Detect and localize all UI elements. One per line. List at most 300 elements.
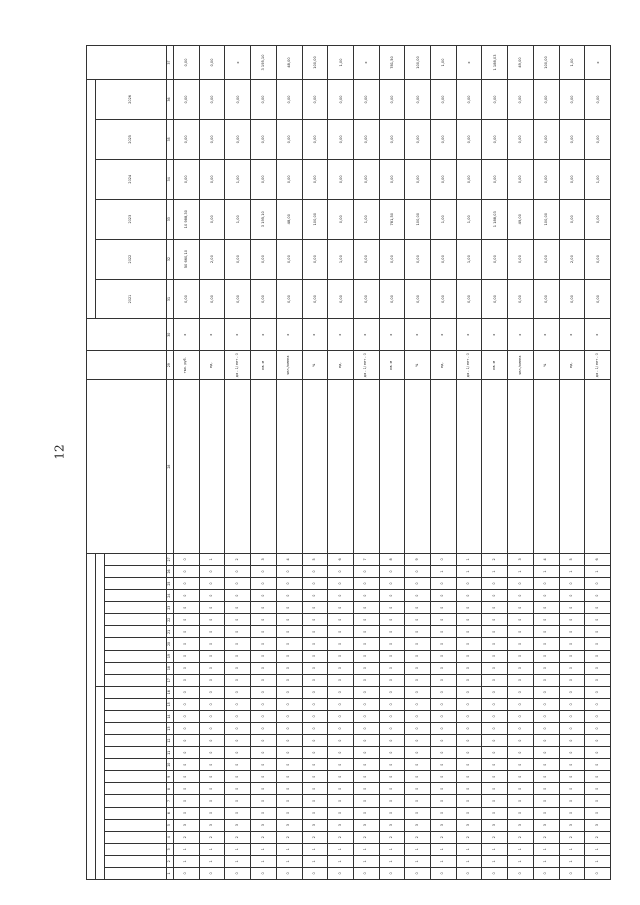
code-digit-cell: 0 (585, 578, 611, 590)
start-value-cell: х (276, 319, 302, 351)
code-digit-cell: 0 (328, 578, 354, 590)
code-digit-cell: 0 (456, 747, 482, 759)
code-digit-cell: 0 (585, 710, 611, 722)
code-digit-cell: 0 (585, 662, 611, 674)
code-digit-cell: 0 (328, 867, 354, 879)
code-digit-cell: 0 (456, 590, 482, 602)
unit-cell: кв. м (251, 351, 277, 380)
code-digit-cell: 0 (328, 795, 354, 807)
code-digit-cell: 0 (251, 735, 277, 747)
code-digit-cell: 0 (379, 722, 405, 734)
year-value-cell: 100,00 (302, 199, 328, 239)
code-digit-cell: 0 (251, 674, 277, 686)
code-column-header (105, 843, 167, 855)
code-digit-cell: 0 (276, 662, 302, 674)
start-value-cell: х (482, 319, 508, 351)
year-value-cell: 0,00 (431, 159, 457, 199)
code-digit-cell: 2 (225, 831, 251, 843)
code-digit-cell: 0 (199, 783, 225, 795)
code-digit-cell: 0 (585, 807, 611, 819)
code-digit-cell: 0 (302, 759, 328, 771)
code-digit-cell: 0 (559, 710, 585, 722)
code-digit-cell: 0 (533, 674, 559, 686)
table-row (533, 46, 559, 880)
code-digit-cell: 0 (302, 650, 328, 662)
unit-cell: ед. (199, 351, 225, 380)
code-digit-cell: 0 (302, 626, 328, 638)
code-digit-cell: 0 (353, 614, 379, 626)
unit-cell: ед. (328, 351, 354, 380)
code-digit-cell: 0 (482, 686, 508, 698)
code-digit-cell: 0 (405, 747, 431, 759)
code-digit-cell: 5 (559, 553, 585, 565)
column-index: 17 (167, 674, 174, 686)
code-digit-cell: 1 (353, 843, 379, 855)
code-digit-cell: 3 (225, 819, 251, 831)
year-value-cell: 100,00 (405, 199, 431, 239)
rotated-table-wrapper (86, 45, 611, 880)
start-value-cell: х (199, 319, 225, 351)
year-value-cell: 0,00 (328, 159, 354, 199)
year-value-cell: 0,00 (585, 79, 611, 119)
page-number: 12 (52, 444, 67, 460)
code-digit-cell: 1 (276, 855, 302, 867)
code-digit-cell: 0 (174, 795, 200, 807)
start-value-cell: х (508, 319, 534, 351)
code-digit-cell: 0 (431, 867, 457, 879)
code-digit-cell: 0 (199, 565, 225, 577)
year-value-cell: 0,00 (508, 239, 534, 279)
row-description-cell (225, 380, 251, 553)
code-digit-cell: 0 (456, 578, 482, 590)
final-value-cell: х (353, 46, 379, 80)
code-digit-cell: 0 (456, 722, 482, 734)
code-digit-cell: 1 (456, 553, 482, 565)
year-value-cell: 0,00 (379, 159, 405, 199)
code-digit-cell: 0 (174, 771, 200, 783)
code-digit-cell: 0 (533, 735, 559, 747)
code-digit-cell: 1 (328, 843, 354, 855)
code-digit-cell: 0 (353, 735, 379, 747)
table-row (302, 46, 328, 880)
code-digit-cell: 0 (482, 590, 508, 602)
code-digit-cell: 0 (431, 722, 457, 734)
unit-cell: ед. (431, 351, 457, 380)
column-index: 27 (167, 553, 174, 565)
year-value-cell: 2,00 (559, 239, 585, 279)
code-digit-cell: 4 (533, 553, 559, 565)
year-value-cell: 0,00 (199, 159, 225, 199)
code-digit-cell: 0 (174, 722, 200, 734)
code-digit-cell: 0 (328, 565, 354, 577)
year-value-cell: 1,00 (225, 199, 251, 239)
year-value-cell: 0,00 (251, 239, 277, 279)
code-digit-cell: 0 (225, 590, 251, 602)
code-digit-cell: 0 (353, 686, 379, 698)
program-indicators-table (86, 45, 611, 880)
code-digit-cell: 2 (456, 831, 482, 843)
code-digit-cell: 1 (302, 855, 328, 867)
code-digit-cell: 1 (456, 855, 482, 867)
code-digit-cell: 0 (302, 807, 328, 819)
final-value-cell: 1,00 (559, 46, 585, 80)
final-value-cell: 1,00 (328, 46, 354, 80)
code-digit-cell: 0 (508, 795, 534, 807)
code-digit-cell: 0 (353, 698, 379, 710)
code-digit-cell: 0 (199, 759, 225, 771)
code-digit-cell: 3 (174, 819, 200, 831)
code-digit-cell: 1 (482, 855, 508, 867)
year-value-cell: 0,00 (276, 159, 302, 199)
code-digit-cell: 0 (199, 638, 225, 650)
column-index: 4 (167, 831, 174, 843)
code-digit-cell: 2 (585, 831, 611, 843)
code-digit-cell: 0 (379, 795, 405, 807)
column-index: 30 (167, 319, 174, 351)
code-digit-cell: 0 (405, 710, 431, 722)
table-row (379, 46, 405, 880)
unit-cell: кв. м (379, 351, 405, 380)
code-digit-cell: 0 (199, 867, 225, 879)
code-digit-cell: 0 (431, 747, 457, 759)
code-digit-cell: 3 (559, 819, 585, 831)
year-value-cell: 1,00 (456, 199, 482, 239)
row-description-cell (328, 380, 354, 553)
code-digit-cell: 1 (379, 855, 405, 867)
code-digit-cell: 0 (225, 807, 251, 819)
code-digit-cell: 0 (174, 674, 200, 686)
year-value-cell: 3 195,10 (251, 199, 277, 239)
code-digit-cell: 1 (302, 843, 328, 855)
code-digit-cell: 0 (302, 735, 328, 747)
code-digit-cell: 0 (405, 650, 431, 662)
code-digit-cell: 0 (456, 807, 482, 819)
code-digit-cell: 0 (251, 638, 277, 650)
unit-cell: тыс. руб. (174, 351, 200, 380)
code-digit-cell: 0 (585, 698, 611, 710)
final-value-cell: 1,00 (431, 46, 457, 80)
start-value-cell: х (225, 319, 251, 351)
year-value-cell: 0,00 (353, 279, 379, 319)
table-row (431, 46, 457, 880)
code-digit-cell: 0 (559, 674, 585, 686)
column-index: 22 (167, 614, 174, 626)
code-digit-cell: 0 (225, 602, 251, 614)
code-digit-cell: 0 (353, 710, 379, 722)
year-value-cell: 0,00 (379, 279, 405, 319)
column-index: 15 (167, 698, 174, 710)
code-digit-cell: 8 (379, 553, 405, 565)
column-index: 8 (167, 783, 174, 795)
code-digit-cell: 0 (431, 626, 457, 638)
code-digit-cell: 5 (302, 553, 328, 565)
code-digit-cell: 0 (456, 867, 482, 879)
code-column-header (105, 565, 167, 577)
year-value-cell: 1,00 (585, 159, 611, 199)
code-digit-cell: 0 (585, 759, 611, 771)
code-digit-cell: 1 (559, 843, 585, 855)
code-digit-cell: 0 (559, 662, 585, 674)
code-digit-cell: 6 (585, 553, 611, 565)
code-column-header (105, 698, 167, 710)
code-digit-cell: 0 (456, 614, 482, 626)
code-digit-cell: 0 (559, 795, 585, 807)
year-value-cell: 0,00 (508, 279, 534, 319)
code-digit-cell: 0 (353, 783, 379, 795)
code-digit-cell: 0 (251, 722, 277, 734)
code-digit-cell: 0 (585, 614, 611, 626)
code-digit-cell: 0 (199, 747, 225, 759)
unit-cell: да - 1/ нет - 0 (353, 351, 379, 380)
code-digit-cell: 0 (328, 783, 354, 795)
column-index: 5 (167, 819, 174, 831)
final-value-cell: 1 188,03 (482, 46, 508, 80)
year-value-cell: 1,00 (328, 239, 354, 279)
code-digit-cell: 0 (508, 578, 534, 590)
year-value-cell: 0,00 (328, 79, 354, 119)
code-digit-cell: 0 (276, 698, 302, 710)
code-digit-cell: 0 (431, 735, 457, 747)
years-group-header (87, 79, 96, 319)
code-digit-cell: 0 (225, 771, 251, 783)
code-digit-cell: 0 (225, 747, 251, 759)
code-digit-cell: 1 (585, 565, 611, 577)
code-digit-cell: 0 (302, 614, 328, 626)
code-digit-cell: 0 (482, 722, 508, 734)
code-digit-cell: 2 (379, 831, 405, 843)
start-value-cell: х (251, 319, 277, 351)
code-digit-cell: 0 (482, 578, 508, 590)
code-digit-cell: 0 (302, 771, 328, 783)
code-digit-cell: 0 (405, 735, 431, 747)
table-row (276, 46, 302, 880)
year-value-cell: 0,00 (431, 79, 457, 119)
row-description-cell (482, 380, 508, 553)
code-column-header (105, 590, 167, 602)
row-description-cell (405, 380, 431, 553)
year-value-cell: 0,00 (456, 79, 482, 119)
year-header: 2025 (96, 119, 167, 159)
code-digit-cell: 0 (225, 565, 251, 577)
code-digit-cell: 0 (405, 771, 431, 783)
code-digit-cell: 0 (533, 747, 559, 759)
code-digit-cell: 0 (174, 867, 200, 879)
year-value-cell: 2,00 (199, 239, 225, 279)
year-value-cell: 49,00 (508, 199, 534, 239)
code-digit-cell: 0 (482, 638, 508, 650)
code-digit-cell: 0 (276, 686, 302, 698)
code-digit-cell: 0 (276, 710, 302, 722)
code-digit-cell: 0 (174, 650, 200, 662)
start-value-cell: х (405, 319, 431, 351)
code-digit-cell: 0 (199, 626, 225, 638)
code-digit-cell: 0 (328, 722, 354, 734)
code-digit-cell: 1 (276, 843, 302, 855)
year-value-cell: 0,00 (353, 119, 379, 159)
code-column-header (105, 614, 167, 626)
code-digit-cell: 2 (559, 831, 585, 843)
code-digit-cell: 1 (199, 855, 225, 867)
year-value-cell: 0,00 (482, 159, 508, 199)
year-header: 2021 (96, 279, 167, 319)
year-value-cell: 50 660,10 (174, 239, 200, 279)
year-value-cell: 0,00 (353, 239, 379, 279)
code-digit-cell: 0 (251, 867, 277, 879)
table-row (456, 46, 482, 880)
code-digit-cell: 0 (456, 650, 482, 662)
code-digit-cell: 0 (225, 698, 251, 710)
code-digit-cell: 0 (225, 686, 251, 698)
code-digit-cell: 0 (199, 650, 225, 662)
code-digit-cell: 0 (559, 747, 585, 759)
column-index: 6 (167, 807, 174, 819)
code-digit-cell: 0 (482, 662, 508, 674)
code-digit-cell: 0 (174, 626, 200, 638)
code-digit-cell: 0 (585, 747, 611, 759)
year-value-cell: 0,00 (456, 119, 482, 159)
code-digit-cell: 0 (456, 795, 482, 807)
code-digit-cell: 1 (405, 843, 431, 855)
year-value-cell: 0,00 (585, 239, 611, 279)
unit-cell: % (405, 351, 431, 380)
code-digit-cell: 0 (174, 698, 200, 710)
code-digit-cell: 0 (533, 578, 559, 590)
column-index: 26 (167, 565, 174, 577)
year-value-cell: 0,00 (559, 119, 585, 159)
code-digit-cell: 1 (559, 855, 585, 867)
year-value-cell: 0,00 (533, 119, 559, 159)
code-digit-cell: 0 (431, 795, 457, 807)
code-digit-cell: 0 (508, 638, 534, 650)
code-digit-cell: 0 (353, 807, 379, 819)
code-digit-cell: 0 (328, 602, 354, 614)
code-digit-cell: 1 (199, 843, 225, 855)
code-digit-cell: 0 (251, 590, 277, 602)
column-index: 11 (167, 747, 174, 759)
code-digit-cell: 0 (379, 735, 405, 747)
code-digit-cell: 0 (251, 626, 277, 638)
code-digit-cell: 0 (174, 783, 200, 795)
code-digit-cell: 0 (328, 650, 354, 662)
year-value-cell: 0,00 (199, 119, 225, 159)
code-digit-cell: 0 (559, 698, 585, 710)
code-digit-cell: 0 (533, 662, 559, 674)
code-digit-cell: 0 (508, 735, 534, 747)
code-digit-cell: 0 (174, 686, 200, 698)
year-value-cell: 0,00 (302, 119, 328, 159)
start-value-cell: х (302, 319, 328, 351)
year-value-cell: 0,00 (405, 159, 431, 199)
code-digit-cell: 1 (379, 843, 405, 855)
column-index: 35 (167, 119, 174, 159)
code-digit-cell: 0 (533, 783, 559, 795)
code-digit-cell: 0 (533, 795, 559, 807)
code-digit-cell: 3 (508, 553, 534, 565)
code-digit-cell: 0 (456, 710, 482, 722)
code-digit-cell: 0 (508, 650, 534, 662)
code-digit-cell: 0 (199, 674, 225, 686)
table-row (328, 46, 354, 880)
year-value-cell: 0,00 (174, 79, 200, 119)
table-row (508, 46, 534, 880)
code-digit-cell: 0 (559, 867, 585, 879)
code-digit-cell: 0 (353, 759, 379, 771)
code-digit-cell: 0 (533, 650, 559, 662)
code-digit-cell: 0 (302, 783, 328, 795)
code-digit-cell: 0 (405, 807, 431, 819)
code-digit-cell: 0 (482, 759, 508, 771)
code-digit-cell: 0 (199, 590, 225, 602)
year-value-cell: 0,00 (251, 279, 277, 319)
code-digit-cell: 0 (251, 759, 277, 771)
code-digit-cell: 0 (431, 590, 457, 602)
table-row (405, 46, 431, 880)
year-value-cell: 0,00 (353, 79, 379, 119)
code-digit-cell: 3 (328, 819, 354, 831)
start-value-cell: х (353, 319, 379, 351)
code-digit-cell: 0 (379, 650, 405, 662)
code-digit-cell: 0 (559, 578, 585, 590)
code-digit-cell: 0 (379, 783, 405, 795)
year-value-cell: 0,00 (379, 239, 405, 279)
code-digit-cell: 0 (585, 686, 611, 698)
year-value-cell: 0,00 (225, 279, 251, 319)
year-value-cell: 0,00 (251, 159, 277, 199)
unit-cell: да - 1/ нет - 0 (585, 351, 611, 380)
code-column-header (105, 747, 167, 759)
code-digit-cell: 0 (533, 807, 559, 819)
code-digit-cell: 3 (585, 819, 611, 831)
code-digit-cell: 0 (276, 650, 302, 662)
start-value-cell: х (456, 319, 482, 351)
code-digit-cell: 0 (559, 626, 585, 638)
start-value-cell: х (379, 319, 405, 351)
code-digit-cell: 3 (431, 819, 457, 831)
year-value-cell: 100,00 (533, 199, 559, 239)
code-column-header (105, 722, 167, 734)
code-digit-cell: 0 (379, 771, 405, 783)
code-digit-cell: 0 (276, 807, 302, 819)
table-row (353, 46, 379, 880)
year-value-cell: 0,00 (533, 79, 559, 119)
code-digit-cell: 0 (482, 747, 508, 759)
row-description-cell (174, 380, 200, 553)
code-digit-cell: 0 (199, 710, 225, 722)
code-digit-cell: 0 (379, 626, 405, 638)
code-digit-cell: 0 (199, 698, 225, 710)
code-digit-cell: 0 (482, 626, 508, 638)
code-digit-cell: 0 (379, 674, 405, 686)
code-digit-cell: 0 (276, 565, 302, 577)
code-digit-cell: 0 (559, 735, 585, 747)
code-digit-cell: 0 (456, 686, 482, 698)
year-value-cell: 0,00 (585, 279, 611, 319)
code-digit-cell: 2 (225, 553, 251, 565)
year-value-cell: 0,00 (585, 199, 611, 239)
code-digit-cell: 0 (225, 674, 251, 686)
code-digit-cell: 3 (533, 819, 559, 831)
code-digit-cell: 0 (174, 638, 200, 650)
year-value-cell: 0,00 (174, 159, 200, 199)
code-digit-cell: 6 (328, 553, 354, 565)
code-digit-cell: 1 (482, 565, 508, 577)
code-digit-cell: 0 (328, 590, 354, 602)
code-digit-cell: 0 (225, 638, 251, 650)
code-digit-cell: 0 (559, 807, 585, 819)
code-digit-cell: 0 (302, 747, 328, 759)
code-digit-cell: 0 (276, 795, 302, 807)
code-digit-cell: 0 (276, 590, 302, 602)
